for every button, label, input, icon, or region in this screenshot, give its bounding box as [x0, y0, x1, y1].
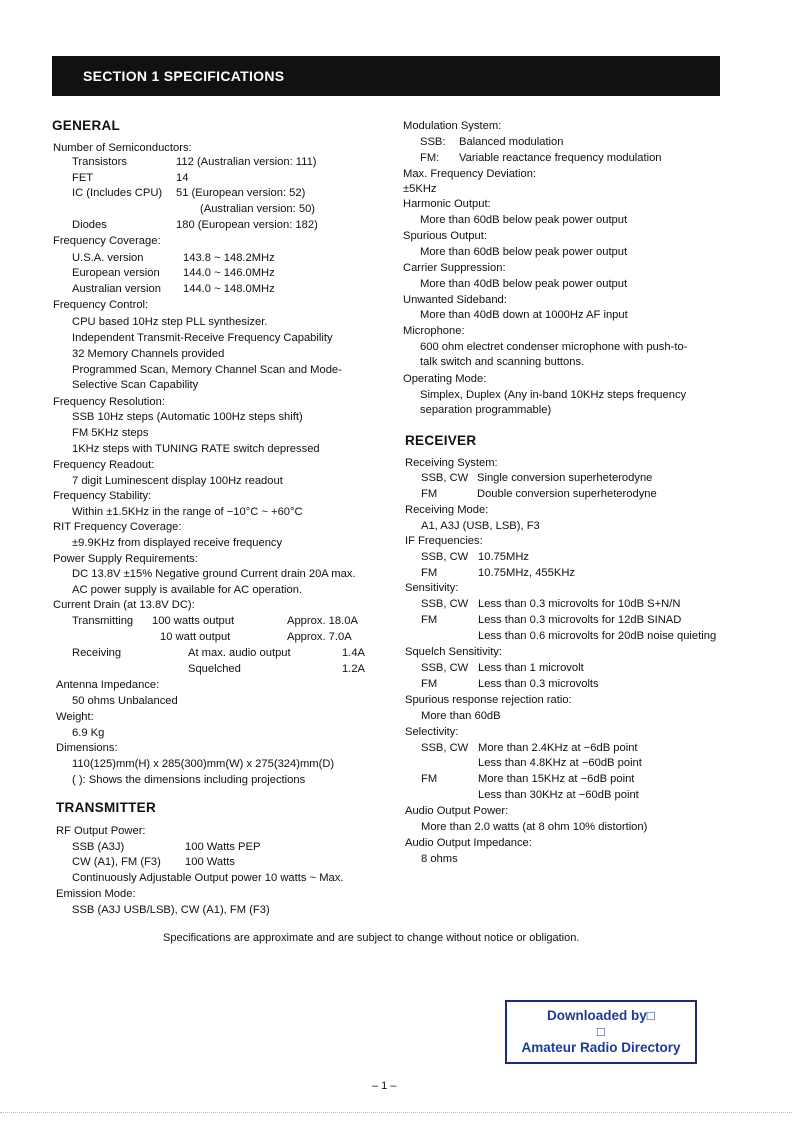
- receiver-line: SSB, CW: [421, 551, 469, 563]
- transmitter-line: RF Output Power:: [56, 825, 146, 837]
- general-line: SSB 10Hz steps (Automatic 100Hz steps shift): [72, 411, 303, 423]
- receiver-line: Selectivity:: [405, 726, 459, 738]
- transmitter-line: CW (A1), FM (F3): [72, 856, 161, 868]
- receiver-value: Less than 0.3 microvolts: [478, 678, 599, 690]
- section-header: [52, 56, 720, 96]
- receiver-line: IF Frequencies:: [405, 535, 483, 547]
- transmitter-line: Continuously Adjustable Output power 10 watts ~ Max.: [72, 872, 344, 884]
- right-line: More than 40dB below peak power output: [420, 278, 628, 290]
- right-line: More than 40dB down at 1000Hz AF input: [420, 309, 628, 321]
- receiver-value: More than 15KHz at −6dB point: [478, 773, 635, 785]
- transmitter-line: Emission Mode:: [56, 888, 136, 900]
- right-line: Simplex, Duplex (Any in-band 10KHz steps frequency: [420, 389, 687, 401]
- right-value: Variable reactance frequency modulation: [459, 152, 662, 164]
- receiver-line: Audio Output Impedance:: [405, 837, 532, 849]
- general-line: RIT Frequency Coverage:: [53, 521, 182, 533]
- current-label: Receiving: [72, 647, 122, 659]
- general-line: Selective Scan Capability: [72, 379, 199, 391]
- receiver-line: 8 ohms: [421, 853, 458, 865]
- receiver-line: Audio Output Power:: [405, 805, 509, 817]
- stamp-line-1: Downloaded by□: [547, 1008, 655, 1023]
- general-line: ±9.9KHz from displayed receive frequency: [72, 537, 283, 549]
- general-line: Transistors: [72, 156, 127, 168]
- right-line: Harmonic Output:: [403, 198, 491, 210]
- receiver-line: SSB, CW: [421, 662, 469, 674]
- current-condition: 10 watt output: [160, 631, 231, 643]
- current-condition: At max. audio output: [188, 647, 291, 659]
- right-line: Spurious Output:: [403, 230, 487, 242]
- receiver-line: Spurious response rejection ratio:: [405, 694, 572, 706]
- general-line: Frequency Stability:: [53, 490, 152, 502]
- general-tail-line: 110(125)mm(H) x 285(300)mm(W) x 275(324)mm(D): [72, 758, 335, 770]
- receiver-value: 10.75MHz, 455KHz: [478, 567, 576, 579]
- current-value: Approx. 18.0A: [287, 615, 358, 627]
- general-heading: GENERAL: [52, 118, 121, 133]
- general-line: Current Drain (at 13.8V DC):: [53, 599, 195, 611]
- receiver-value: Double conversion superheterodyne: [477, 488, 657, 500]
- general-line: Programmed Scan, Memory Channel Scan and Mode-: [72, 364, 342, 376]
- right-line: separation programmable): [420, 404, 552, 416]
- general-tail-line: Dimensions:: [56, 742, 118, 754]
- right-line: talk switch and scanning buttons.: [420, 356, 585, 368]
- right-line: ±5KHz: [403, 183, 437, 195]
- general-line: FM 5KHz steps: [72, 427, 149, 439]
- receiver-value: Less than 1 microvolt: [478, 662, 584, 674]
- transmitter-line: SSB (A3J): [72, 841, 125, 853]
- general-tail-line: 50 ohms Unbalanced: [72, 695, 178, 707]
- general-value: 112 (Australian version: 111): [176, 156, 317, 168]
- current-value: 1.2A: [342, 663, 366, 675]
- receiver-line: Sensitivity:: [405, 582, 459, 594]
- receiver-line: FM: [421, 567, 438, 579]
- general-line: Frequency Readout:: [53, 459, 155, 471]
- download-stamp[interactable]: [505, 1000, 697, 1064]
- current-label: Transmitting: [72, 615, 134, 627]
- section-title: SECTION 1 SPECIFICATIONS: [83, 68, 285, 84]
- general-tail-line: Antenna Impedance:: [56, 679, 160, 691]
- right-value: Balanced modulation: [459, 136, 564, 148]
- transmitter-value: 100 Watts PEP: [185, 841, 261, 853]
- general-value: 14: [176, 172, 189, 184]
- general-line: Australian version: [72, 283, 161, 295]
- receiver-line: SSB, CW: [421, 742, 469, 754]
- receiver-line: More than 60dB: [421, 710, 501, 722]
- receiver-value: More than 2.4KHz at −6dB point: [478, 742, 638, 754]
- general-line: DC 13.8V ±15% Negative ground Current drain 20A max.: [72, 568, 356, 580]
- receiver-line: FM: [421, 678, 438, 690]
- general-line: Power Supply Requirements:: [53, 553, 198, 565]
- footnote: Specifications are approximate and are subject to change without notice or obligation.: [163, 932, 580, 944]
- current-value: 1.4A: [342, 647, 366, 659]
- right-line: Carrier Suppression:: [403, 262, 506, 274]
- right-line: Unwanted Sideband:: [403, 294, 507, 306]
- current-condition: 100 watts output: [152, 615, 235, 627]
- general-line: IC (Includes CPU): [72, 187, 163, 199]
- receiver-line: Receiving Mode:: [405, 504, 489, 516]
- receiver-value: Less than 30KHz at −60dB point: [478, 789, 639, 801]
- stamp-line-2: □: [596, 1024, 606, 1039]
- general-line: 7 digit Luminescent display 100Hz readout: [72, 475, 283, 487]
- transmitter-value: 100 Watts: [185, 856, 235, 868]
- right-line: Operating Mode:: [403, 373, 487, 385]
- general-line: U.S.A. version: [72, 252, 144, 264]
- general-value: 180 (European version: 182): [176, 219, 318, 231]
- transmitter-heading: TRANSMITTER: [56, 800, 157, 815]
- general-line: CPU based 10Hz step PLL synthesizer.: [72, 316, 268, 328]
- receiver-line: FM: [421, 773, 438, 785]
- general-line: Frequency Control:: [53, 299, 149, 311]
- general-line: European version: [72, 267, 160, 279]
- receiver-line: SSB, CW: [421, 598, 469, 610]
- general-line: Number of Semiconductors:: [53, 142, 192, 154]
- general-line: Frequency Resolution:: [53, 396, 165, 408]
- current-condition: Squelched: [188, 663, 241, 675]
- receiver-line: A1, A3J (USB, LSB), F3: [421, 520, 540, 532]
- right-line: Microphone:: [403, 325, 465, 337]
- right-line: SSB:: [420, 136, 446, 148]
- right-line: FM:: [420, 152, 440, 164]
- general-value: 143.8 ~ 148.2MHz: [183, 252, 275, 264]
- general-line: FET: [72, 172, 94, 184]
- right-line: More than 60dB below peak power output: [420, 214, 628, 226]
- general-line: Frequency Coverage:: [53, 235, 161, 247]
- receiver-heading: RECEIVER: [405, 433, 477, 448]
- receiver-line: SSB, CW: [421, 472, 469, 484]
- general-line: Within ±1.5KHz in the range of −10°C ~ +60°C: [72, 506, 303, 518]
- general-line: Diodes: [72, 219, 107, 231]
- general-value: 51 (European version: 52): [176, 187, 306, 199]
- stamp-line-3: Amateur Radio Directory: [521, 1040, 681, 1055]
- right-line: Modulation System:: [403, 120, 502, 132]
- receiver-line: More than 2.0 watts (at 8 ohm 10% distortion): [421, 821, 648, 833]
- transmitter-line: SSB (A3J USB/LSB), CW (A1), FM (F3): [72, 904, 270, 916]
- right-line: Max. Frequency Deviation:: [403, 168, 537, 180]
- receiver-line: FM: [421, 488, 438, 500]
- right-line: 600 ohm electret condenser microphone with push-to-: [420, 341, 688, 353]
- current-value: Approx. 7.0A: [287, 631, 352, 643]
- bottom-dotted-line: [0, 1112, 792, 1115]
- general-value: 144.0 ~ 148.0MHz: [183, 283, 275, 295]
- page-number: – 1 –: [372, 1080, 397, 1092]
- receiver-value: Less than 4.8KHz at −60dB point: [478, 757, 642, 769]
- general-line: 32 Memory Channels provided: [72, 348, 225, 360]
- general-tail-line: Weight:: [56, 711, 94, 723]
- receiver-value: 10.75MHz: [478, 551, 529, 563]
- receiver-line: FM: [421, 614, 438, 626]
- general-line: 1KHz steps with TUNING RATE switch depressed: [72, 443, 320, 455]
- general-value: 144.0 ~ 146.0MHz: [183, 267, 275, 279]
- general-line: Independent Transmit-Receive Frequency Capability: [72, 332, 333, 344]
- right-line: More than 60dB below peak power output: [420, 246, 628, 258]
- receiver-value: Less than 0.3 microvolts for 12dB SINAD: [478, 614, 682, 626]
- receiver-value: Single conversion superheterodyne: [477, 472, 653, 484]
- general-tail-line: 6.9 Kg: [72, 727, 105, 739]
- receiver-line: Receiving System:: [405, 457, 498, 469]
- receiver-line: Squelch Sensitivity:: [405, 646, 503, 658]
- general-tail-line: ( ): Shows the dimensions including projections: [72, 774, 306, 786]
- receiver-value: Less than 0.6 microvolts for 20dB noise quieting: [478, 630, 717, 642]
- general-line: AC power supply is available for AC operation.: [72, 584, 303, 596]
- general-value: (Australian version: 50): [200, 203, 316, 215]
- receiver-value: Less than 0.3 microvolts for 10dB S+N/N: [478, 598, 681, 610]
